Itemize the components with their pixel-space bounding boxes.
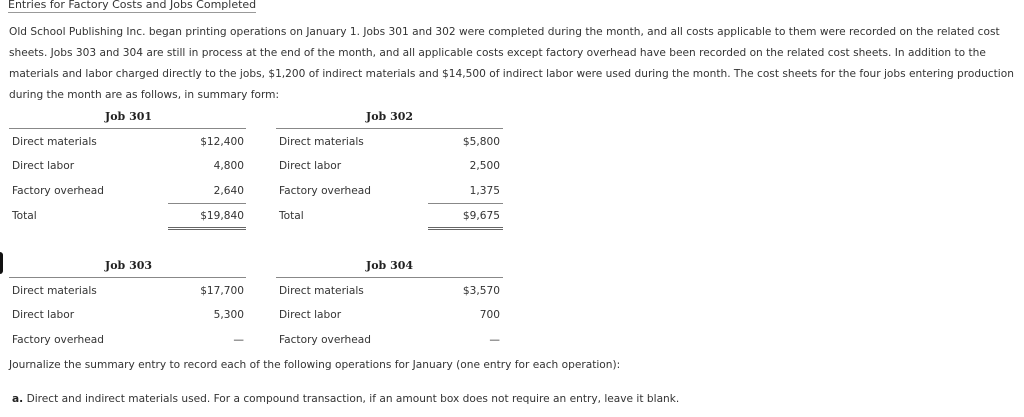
job-303-title: Job 303	[105, 259, 153, 272]
job-301-total-double-rule	[168, 227, 246, 230]
job-301-header-rule	[9, 128, 246, 129]
job-303-factory-overhead-label: Factory overhead	[12, 334, 104, 346]
job-303-direct-labor-label: Direct labor	[12, 309, 75, 321]
job-301-total-amount: $19,840	[200, 210, 244, 222]
job-301-direct-materials-amount: $12,400	[200, 136, 244, 148]
job-304-factory-overhead-amount: —	[489, 334, 500, 346]
job-302-direct-labor-amount: 2,500	[469, 160, 500, 172]
job-301-direct-materials-label: Direct materials	[12, 136, 97, 148]
job-302-header-rule	[276, 128, 503, 129]
job-302-total-double-rule	[428, 227, 503, 230]
part-a-instruction	[12, 393, 679, 405]
job-301-factory-overhead-label: Factory overhead	[12, 185, 104, 197]
job-302-title: Job 302	[366, 110, 414, 123]
job-301-title: Job 301	[105, 110, 153, 123]
job-303-direct-materials-amount: $17,700	[200, 285, 244, 297]
job-303-direct-materials-label: Direct materials	[12, 285, 97, 297]
part-a-letter: a.	[12, 393, 24, 405]
journal-instruction: Journalize the summary entry to record each of the following operations for January (one entry for each operation):	[9, 359, 621, 371]
job-304-header-rule	[276, 277, 503, 278]
left-edge-marker	[0, 252, 3, 274]
problem-intro: Old School Publishing Inc. began printing operations on January 1. Jobs 301 and 302 were completed during the month, and all costs applicable to them were recorded on the related cost sheets. Jobs 303 and 304 are still in process at the end of the month, and all applicable costs except factory overhead have been recorded on the related cost sheets. In addition to the materials and labor charged directly to the jobs, $1,200 of indirect materials and $14,500 of indirect labor were used during the month. The cost sheets for the four jobs entering production during the month are as follows, in summary form:	[9, 26, 1014, 101]
page-title: Entries for Factory Costs and Jobs Completed	[8, 0, 257, 11]
job-304-direct-labor-amount: 700	[479, 309, 500, 321]
job-301-factory-overhead-amount: 2,640	[213, 185, 244, 197]
part-a-text: Direct and indirect materials used. For a compound transaction, if an amount box does not require an entry, leave it blank.	[26, 393, 680, 405]
job-302-total-amount: $9,675	[462, 210, 500, 222]
job-302-subtotal-rule	[428, 203, 503, 204]
job-304-title: Job 304	[366, 259, 414, 272]
job-302-factory-overhead-label: Factory overhead	[279, 185, 371, 197]
job-303-factory-overhead-amount: —	[233, 334, 244, 346]
job-301-subtotal-rule	[168, 203, 246, 204]
job-301-direct-labor-label: Direct labor	[12, 160, 75, 172]
job-304-direct-materials-label: Direct materials	[279, 285, 364, 297]
job-304-direct-labor-label: Direct labor	[279, 309, 342, 321]
job-303-direct-labor-amount: 5,300	[213, 309, 244, 321]
job-301-total-label: Total	[12, 210, 37, 222]
job-304-factory-overhead-label: Factory overhead	[279, 334, 371, 346]
job-302-factory-overhead-amount: 1,375	[469, 185, 500, 197]
job-302-direct-materials-amount: $5,800	[462, 136, 500, 148]
job-301-direct-labor-amount: 4,800	[213, 160, 244, 172]
job-302-total-label: Total	[279, 210, 304, 222]
job-302-direct-materials-label: Direct materials	[279, 136, 364, 148]
job-303-header-rule	[9, 277, 246, 278]
job-302-direct-labor-label: Direct labor	[279, 160, 342, 172]
job-304-direct-materials-amount: $3,570	[462, 285, 500, 297]
